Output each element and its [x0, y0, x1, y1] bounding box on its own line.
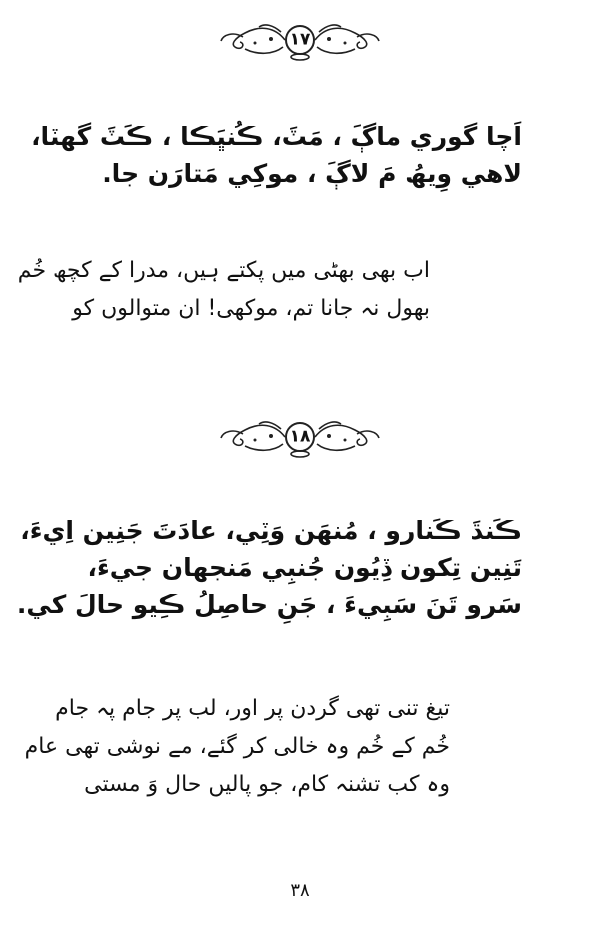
urdu-verse-17 — [18, 258, 430, 334]
sindhi-verse-17 — [31, 122, 522, 196]
verse-line: لاهي وِيھُ مَ لاڳَ ، موکِي مَتارَن جا. — [102, 159, 522, 188]
section-number: ١٨ — [289, 426, 311, 447]
page-number: ٣٨ — [290, 880, 310, 901]
verse-line: تَنِين تِکون ڏِيُون جُنبِي مَنجھان جيءَ، — [87, 553, 522, 582]
section-number: ١٧ — [289, 29, 311, 50]
urdu-verse-18 — [25, 696, 450, 810]
section-ornament-18 — [215, 414, 385, 460]
verse-line: اب بھی بھٹی میں پکتے ہیں، مدرا کے کچھ خُم — [17, 258, 430, 283]
verse-line: وہ کب تشنہ کام، جو پالیں حال وَ مستی — [84, 772, 450, 797]
section-ornament-17 — [215, 17, 385, 63]
verse-line: خُم کے خُم وہ خالی کر گئے، مے نوشی تھی عام — [24, 734, 450, 759]
verse-line: سَرو تَنَ سَبِيءَ ، جَنِ حاصِلُ ڪِيو حالَ کي. — [16, 590, 522, 619]
sindhi-verse-18 — [17, 516, 522, 627]
verse-line: بھول نہ جانا تم، موکھی! ان متوالوں کو — [72, 296, 430, 321]
verse-line: ڪَنڌَ ڪَنارو ، مُنھَن وَٽِي، عادَتَ جَنِين اِيءَ، — [20, 516, 522, 545]
verse-line: تیغ تنی تھی گردن پر اور، لب پر جام پہ جام — [55, 696, 450, 721]
verse-line: اَچا گوري ماڳَ ، مَٽَ، ڪُنڀَڪا ، ڪَٽَ گھٽا، — [31, 122, 522, 151]
